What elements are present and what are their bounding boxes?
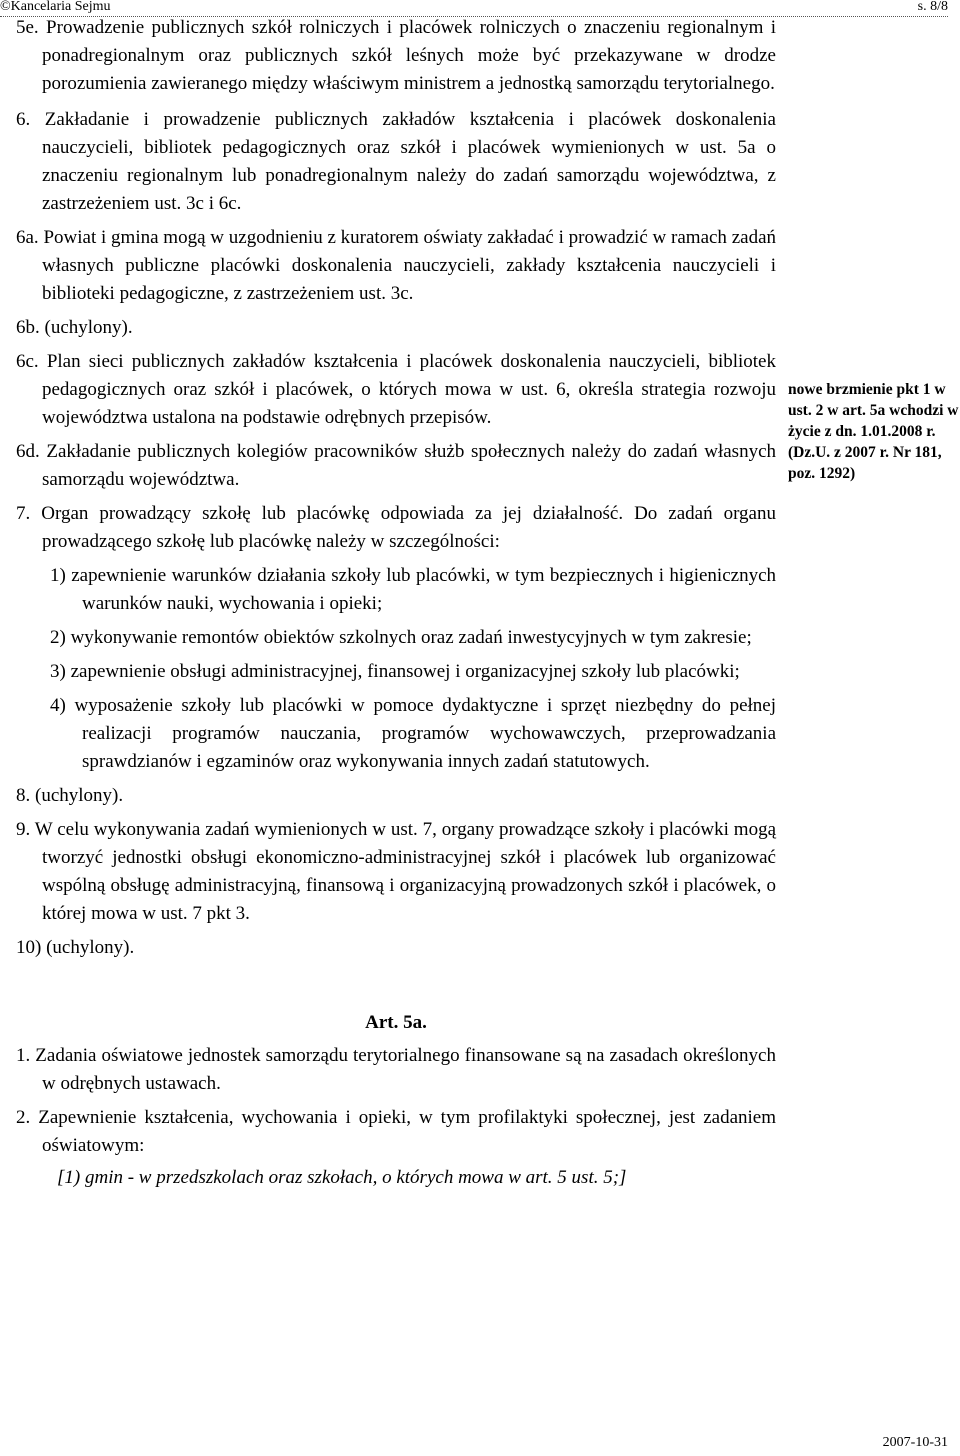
section-6c: 6c. Plan sieci publicznych zakładów kształcenia i placówek doskonalenia nauczycieli, bibliotek pedagogicznych oraz szkół i placówek, o których mowa w ust. 6, określa strategia rozwoju województwa ustalona na podstawie odrębnych przepisów. — [16, 351, 776, 428]
article-paragraph-1: 1. Zadania oświatowe jednostek samorządu terytorialnego finansowane są na zasadach określonych w odrębnych ustawach. — [16, 1045, 776, 1094]
header-page-number: s. 8/8 — [917, 0, 948, 14]
article-paragraph-2-item-1: [1) gmin - w przedszkolach oraz szkołach, o których mowa w art. 5 ust. 5;] — [57, 1167, 627, 1188]
side-note: nowe brzmienie pkt 1 w ust. 2 w art. 5a wchodzi w życie z dn. 1.01.2008 r. (Dz.U. z 2007 r. Nr 181, poz. 1292) — [788, 381, 959, 482]
section-6a: 6a. Powiat i gmina mogą w uzgodnieniu z kuratorem oświaty zakładać i prowadzić w ramach zadań własnych publiczne placówki doskonalenia nauczycieli, zakłady kształcenia nauczycieli i biblioteki pedagogiczne, z zastrzeżeniem ust. 3c. — [16, 227, 776, 304]
section-6b: 6b. (uchylony). — [16, 317, 133, 338]
list-item-4: 4) wyposażenie szkoły lub placówki w pomoce dydaktyczne i sprzęt niezbędny do pełnej realizacji programów nauczania, programów wychowawczych, przeprowadzania sprawdzianów i egzaminów oraz wykonywania innych zadań statutowych. — [50, 695, 776, 772]
list-item-3: 3) zapewnienie obsługi administracyjnej, finansowej i organizacyjnej szkoły lub placówki; — [50, 661, 740, 682]
article-title: Art. 5a. — [365, 1012, 427, 1033]
list-item-2: 2) wykonywanie remontów obiektów szkolnych oraz zadań inwestycyjnych w tym zakresie; — [50, 627, 752, 648]
section-8: 8. (uchylony). — [16, 785, 124, 806]
list-item-1: 1) zapewnienie warunków działania szkoły lub placówki, w tym bezpiecznych i higienicznych warunków nauki, wychowania i opieki; — [50, 565, 776, 614]
article-paragraph-2: 2. Zapewnienie kształcenia, wychowania i opieki, w tym profilaktyki społecznej, jest zadaniem oświatowym: — [16, 1107, 776, 1156]
section-6d: 6d. Zakładanie publicznych kolegiów pracowników służb społecznych należy do zadań własnych samorządu województwa. — [16, 441, 776, 490]
footer-date: 2007-10-31 — [882, 1435, 948, 1450]
header-publisher: ©Kancelaria Sejmu — [0, 0, 111, 14]
section-9: 9. W celu wykonywania zadań wymienionych w ust. 7, organy prowadzące szkoły i placówki mogą tworzyć jednostki obsługi ekonomiczno-administracyjnej szkół i placówek lub organizować wspólną obsługę administracyjną, finansową i organizacyjną prowadzonych szkół i placówek, o której mowa w ust. 7 pkt 3. — [16, 819, 776, 924]
section-10: 10) (uchylony). — [16, 937, 135, 958]
section-5e: 5e. Prowadzenie publicznych szkół rolniczych i placówek rolniczych o znaczeniu regionalnym i ponadregionalnym oraz publicznych szkół leśnych może być przekazywane w drodze porozumienia zawieranego między właściwym ministrem a jednostką samorządu terytorialnego. — [16, 17, 776, 94]
section-6: 6. Zakładanie i prowadzenie publicznych zakładów kształcenia i placówek doskonalenia nauczycieli, bibliotek pedagogicznych oraz szkół i placówek wymienionych w ust. 5a o znaczeniu regionalnym lub ponadregionalnym należy do zadań samorządu województwa, z zastrzeżeniem ust. 3c i 6c. — [16, 109, 776, 214]
document-body — [16, 14, 776, 1192]
section-7: 7. Organ prowadzący szkołę lub placówkę odpowiada za jej działalność. Do zadań organu prowadzącego szkołę lub placówkę należy w szczególności: — [16, 503, 776, 552]
